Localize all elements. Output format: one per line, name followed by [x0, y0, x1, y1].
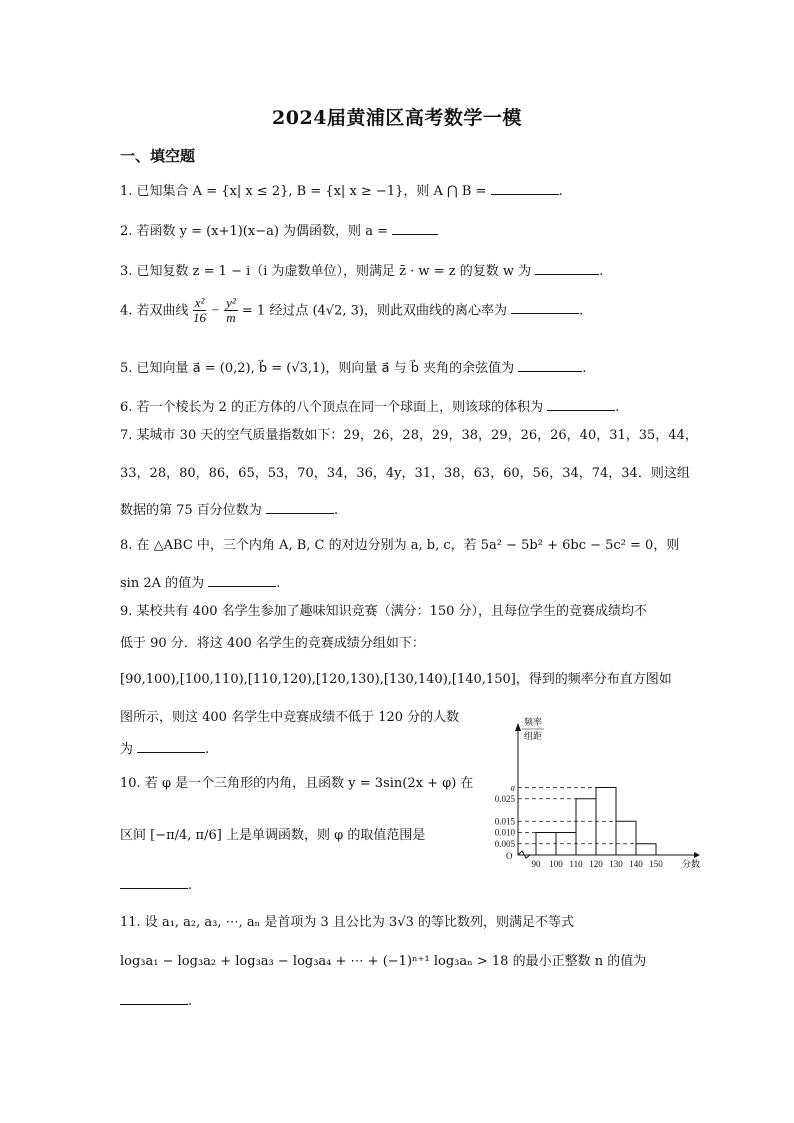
y-tick-label: 0.005	[494, 838, 515, 849]
fraction: $\frac{\text{y²}}{m}$	[226, 295, 236, 326]
question-text: 6. 若一个棱长为 2 的正方体的八个顶点在同一个球面上，则该球的体积为	[120, 400, 544, 415]
x-tick-label: 90	[531, 859, 541, 869]
histogram-chart	[486, 715, 706, 875]
fraction: $\frac{\text{x²}}{16}$	[193, 295, 207, 326]
histogram-bar	[636, 844, 656, 855]
answer-blank[interactable]	[120, 876, 188, 889]
question-text: sin 2A 的值为	[120, 576, 205, 591]
question-7-line-3: 数据的第 75 百分位数为 .	[120, 503, 339, 518]
origin-label: O	[506, 851, 513, 861]
question-6: 6. 若一个棱长为 2 的正方体的八个顶点在同一个球面上，则该球的体积为 .	[120, 400, 620, 415]
x-tick-label: 140	[629, 859, 643, 869]
x-axis-label: 分数	[682, 859, 701, 869]
y-label-bottom: 组距	[524, 731, 543, 741]
answer-blank[interactable]	[547, 398, 615, 411]
question-11-line-2: log₃a₁ − log₃a₂ + log₃a₃ − log₃a₄ + ⋯ + (−1)ⁿ⁺¹ log₃aₙ > 18 的最小正整数 n 的值为	[120, 954, 647, 969]
answer-blank[interactable]	[137, 740, 205, 753]
y-tick-label: 0.015	[494, 816, 515, 827]
question-text: 4. 若双曲线	[120, 303, 189, 319]
answer-blank[interactable]	[208, 574, 276, 587]
answer-blank[interactable]	[120, 992, 188, 1005]
histogram-bar	[556, 833, 576, 856]
question-9-line-5: 为 .	[120, 742, 210, 757]
y-tick-label: a	[510, 782, 515, 793]
x-tick-label: 150	[649, 859, 663, 869]
section-heading: 一、填空题	[120, 147, 196, 165]
page-title: 2024届黄浦区高考数学一模	[272, 107, 522, 129]
answer-blank[interactable]	[266, 501, 334, 514]
x-tick-label: 130	[609, 859, 623, 869]
question-10-line-2: 区间 [−π/4, π/6] 上是单调函数，则 φ 的取值范围是	[120, 828, 426, 843]
y-tick-label: 0.010	[494, 827, 515, 838]
question-10-line-1: 10. 若 φ 是一个三角形的内角，且函数 y = 3sin(2x + φ) 在	[120, 776, 474, 791]
question-1: 1. 已知集合 A = {x| x ≤ 2}, B = {x| x ≥ −1}，则 A ⋂ B = .	[120, 184, 563, 199]
question-11-line-1: 11. 设 a₁, a₂, a₃, ⋯, aₙ 是首项为 3 且公比为 3√3 的等比数列，则满足不等式	[120, 915, 575, 930]
answer-blank[interactable]	[535, 262, 599, 275]
question-7-line-2: 33，28，80，86，65，53，70，34，36，4y，31，38，63，60，56，34，74，34．则这组	[120, 466, 690, 481]
question-10-line-3: .	[120, 876, 192, 894]
y-tick-label: 0.025	[494, 793, 515, 804]
question-text: 2. 若函数 y = (x+1)(x−a) 为偶函数，则 a =	[120, 224, 388, 239]
answer-blank[interactable]	[518, 359, 582, 372]
question-9-line-3: [90,100),[100,110),[110,120),[120,130),[130,140),[140,150]，得到的频率分布直方图如	[120, 672, 672, 687]
question-7-line-1: 7. 某城市 30 天的空气质量指数如下：29，26，28，29，38，29，26，26，40，31，35，44，	[120, 428, 698, 443]
x-tick-label: 110	[569, 859, 583, 869]
answer-blank[interactable]	[511, 301, 579, 314]
question-2	[120, 222, 438, 240]
question-11-line-3: .	[120, 992, 192, 1010]
question-9-line-4: 图所示，则这 400 名学生中竞赛成绩不低于 120 分的人数	[120, 710, 460, 725]
question-text: 5. 已知向量 a⃗ = (0,2), b⃗ = (√3,1)，则向量 a⃗ 与 b⃗ 夹角的余弦值为	[120, 361, 515, 376]
x-tick-label: 100	[549, 859, 563, 869]
question-4: 4. 若双曲线 $\frac{\text{x²}}{16}$ − $\frac{\text{y²}}{m}$ = 1 经过点 (4√2, 3)，则此双曲线的离心率为 .	[120, 295, 584, 326]
y-axis-arrow	[515, 723, 521, 731]
question-text: 为	[120, 742, 134, 757]
question-text: 数据的第 75 百分位数为	[120, 503, 262, 518]
question-3: 3. 已知复数 z = 1 − i（i 为虚数单位），则满足 z̄ · w = z 的复数 w 为 .	[120, 264, 604, 279]
answer-blank[interactable]	[491, 182, 559, 195]
histogram-bar	[576, 799, 596, 855]
question-8-line-2: sin 2A 的值为 .	[120, 576, 281, 591]
answer-blank[interactable]	[392, 222, 438, 235]
question-text: 1. 已知集合 A = {x| x ≤ 2}, B = {x| x ≥ −1}，则 A ⋂ B =	[120, 184, 487, 199]
question-9-line-2: 低于 90 分．将这 400 名学生的竞赛成绩分组如下：	[120, 636, 425, 651]
histogram-bar	[616, 821, 636, 855]
question-5: 5. 已知向量 a⃗ = (0,2), b⃗ = (√3,1)，则向量 a⃗ 与 b⃗ 夹角的余弦值为 .	[120, 361, 587, 376]
question-text: = 1 经过点 (4√2, 3)，则此双曲线的离心率为	[241, 303, 507, 319]
x-axis-arrow	[694, 852, 700, 858]
question-9-line-1: 9. 某校共有 400 名学生参加了趣味知识竞赛（满分：150 分），且每位学生的竞赛成绩均不	[120, 604, 648, 619]
y-label-top: 频率	[524, 717, 543, 727]
question-8-line-1: 8. 在 △ABC 中，三个内角 A, B, C 的对边分别为 a, b, c，若 5a² − 5b² + 6bc − 5c² = 0，则	[120, 538, 680, 553]
x-tick-label: 120	[589, 859, 603, 869]
question-text: 3. 已知复数 z = 1 − i（i 为虚数单位），则满足 z̄ · w = z 的复数 w 为	[120, 264, 532, 279]
